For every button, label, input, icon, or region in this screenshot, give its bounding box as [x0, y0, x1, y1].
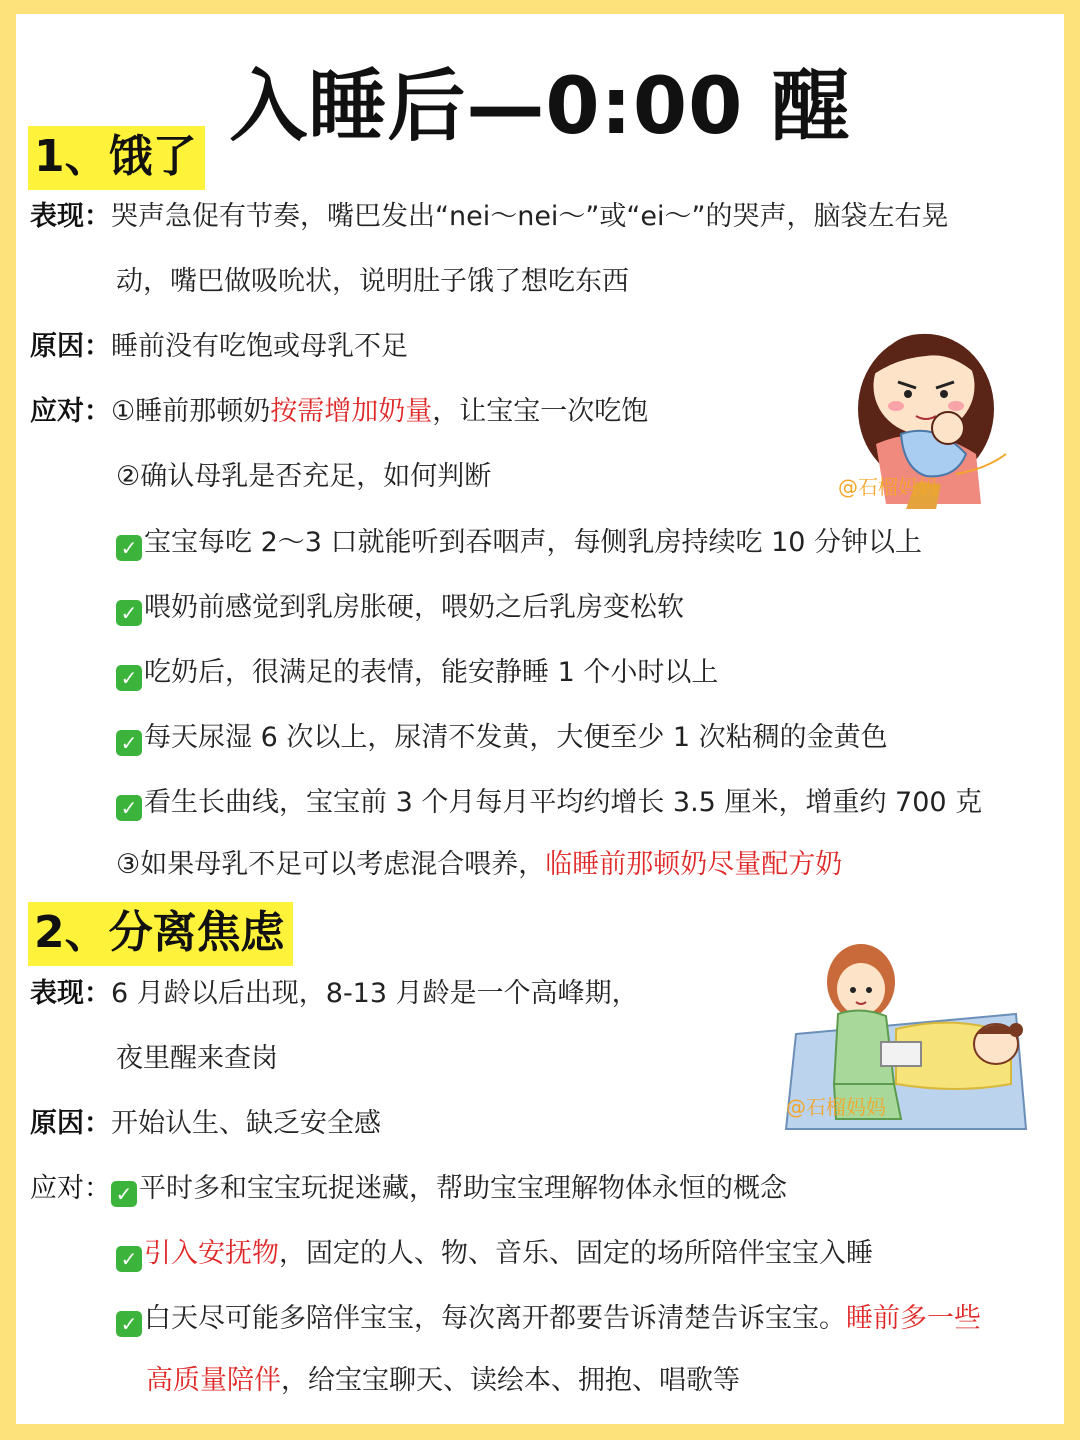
- s1-check-text-5: 看生长曲线，宝宝前 3 个月每月平均约增长 3.5 厘米，增重约 700 克: [144, 787, 983, 818]
- s1-cope-label: 应对：: [30, 396, 111, 427]
- watermark-text: @石榴妈妈: [838, 475, 938, 499]
- s1-cause-label: 原因：: [30, 331, 111, 362]
- s1-check-text-4: 每天尿湿 6 次以上，尿清不发黄，大便至少 1 次粘稠的金黄色: [144, 722, 888, 753]
- s2-show-line1: [30, 977, 639, 1011]
- s1-check-text-1: 宝宝每吃 2～3 口就能听到吞咽声，每侧乳房持续吃 10 分钟以上: [144, 527, 923, 558]
- check-mark-icon: ✓: [116, 730, 142, 756]
- s1-cope1-highlight: 按需增加奶量: [270, 396, 433, 427]
- check-mark-icon: ✓: [116, 535, 142, 561]
- mother-reading-illustration: [776, 934, 1032, 1134]
- s2-check-text-2: ，固定的人、物、音乐、固定的场所陪伴宝宝入睡: [279, 1238, 873, 1269]
- s2-cause-line: [30, 1107, 381, 1141]
- s2-check3-highlight-1: 睡前多一些: [846, 1303, 981, 1334]
- s1-check-item-4: [116, 721, 888, 756]
- s2-show-line2: 夜里醒来查岗: [116, 1043, 278, 1074]
- s1-check-text-3: 吃奶后，很满足的表情，能安静睡 1 个小时以上: [144, 657, 719, 688]
- s1-check-item-2: [116, 591, 684, 626]
- s1-cope1-text-b: ，让宝宝一次吃饱: [432, 396, 649, 427]
- s1-cope3-text: ③如果母乳不足可以考虑混合喂养，: [116, 849, 546, 880]
- s2-check-text-1: 平时多和宝宝玩捉迷藏，帮助宝宝理解物体永恒的概念: [139, 1173, 787, 1204]
- s2-check3-line2: [146, 1364, 740, 1398]
- section-2-heading: 2、分离焦虑: [28, 902, 293, 966]
- s2-show-label: 表现：: [30, 978, 111, 1009]
- check-mark-icon: ✓: [116, 795, 142, 821]
- content-card: [16, 14, 1064, 1424]
- s1-cause-line: [30, 330, 408, 364]
- page-title: 入睡后—0:00 醒: [229, 62, 851, 152]
- s1-show-label: 表现：: [30, 201, 111, 232]
- check-mark-icon: ✓: [111, 1181, 137, 1207]
- check-mark-icon: ✓: [116, 1311, 142, 1337]
- s1-show-line2: 动，嘴巴做吸吮状，说明肚子饿了想吃东西: [116, 266, 629, 297]
- s2-cause-label: 原因：: [30, 1108, 111, 1139]
- s2-check2-highlight: 引入安抚物: [144, 1238, 279, 1269]
- s2-show-text: 6 月龄以后出现，8-13 月龄是一个高峰期，: [111, 978, 639, 1009]
- s2-check-item-3: [116, 1302, 981, 1337]
- s2-check3-highlight-2: 高质量陪伴: [146, 1365, 281, 1396]
- s1-cope1-text: ①睡前那顿奶: [111, 396, 271, 427]
- s1-show-text: 哭声急促有节奏，嘴巴发出“nei～nei～”或“ei～”的哭声，脑袋左右晃: [111, 201, 949, 232]
- check-mark-icon: ✓: [116, 665, 142, 691]
- s1-cope2-line: ②确认母乳是否充足，如何判断: [116, 461, 492, 492]
- s2-cope-line1: [30, 1172, 787, 1207]
- s1-check-item-1: [116, 526, 922, 561]
- s2-check-text-3: 白天尽可能多陪伴宝宝，每次离开都要告诉清楚告诉宝宝。: [144, 1303, 846, 1334]
- s1-check-item-5: [116, 786, 982, 821]
- s2-check3-text-b: ，给宝宝聊天、读绘本、拥抱、唱歌等: [281, 1365, 740, 1396]
- s2-cause-text: 开始认生、缺乏安全感: [111, 1108, 381, 1139]
- s2-check-item-2: [116, 1237, 873, 1272]
- check-mark-icon: ✓: [116, 600, 142, 626]
- check-mark-icon: ✓: [116, 1246, 142, 1272]
- mother-feeding-illustration: [816, 304, 1016, 514]
- s1-cope3-highlight: 临睡前那顿奶尽量配方奶: [545, 849, 843, 880]
- s1-check-item-3: [116, 656, 718, 691]
- s1-cause-text: 睡前没有吃饱或母乳不足: [111, 331, 408, 362]
- s1-show-line1: [30, 200, 949, 234]
- s1-check-text-2: 喂奶前感觉到乳房胀硬，喂奶之后乳房变松软: [144, 592, 684, 623]
- watermark-text-2: @石榴妈妈: [786, 1095, 886, 1119]
- section-1-heading: 1、饿了: [28, 126, 205, 190]
- s2-cope-label: 应对：: [30, 1173, 111, 1204]
- s1-cope3-line: [116, 848, 842, 882]
- s1-cope-line1: [30, 395, 648, 429]
